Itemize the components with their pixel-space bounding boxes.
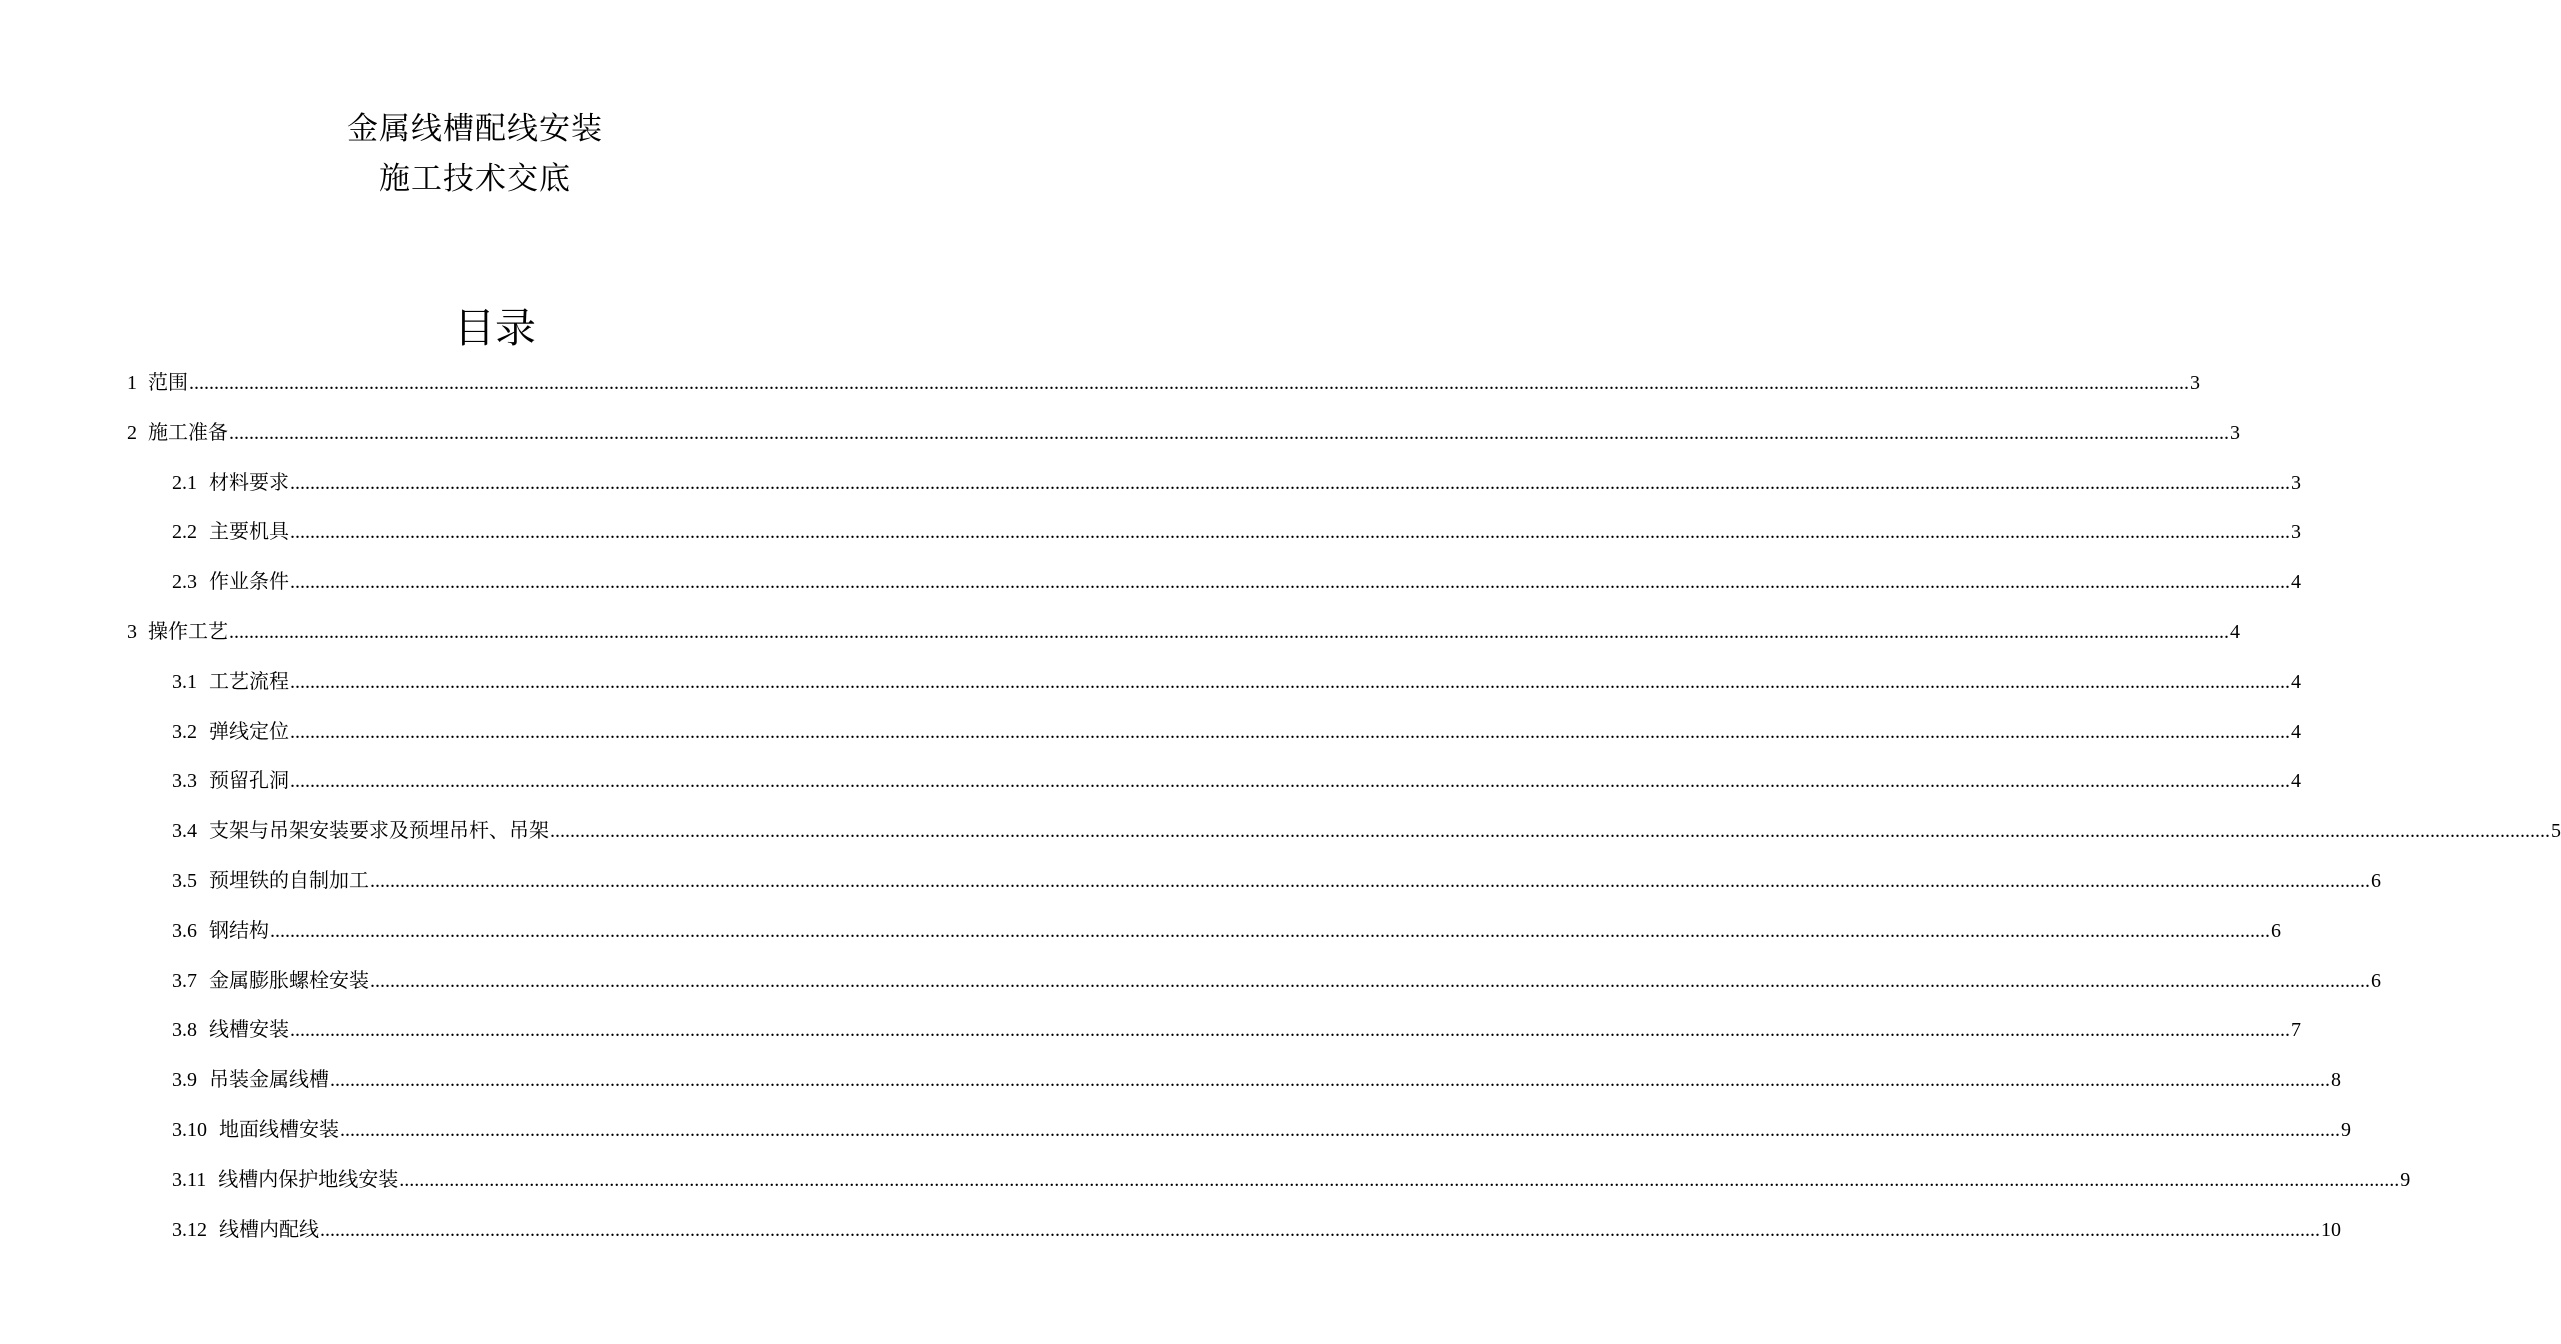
toc-entry-number: 1 — [127, 372, 137, 394]
toc-entry[interactable] — [172, 753, 2301, 793]
document-title-line-1: 金属线槽配线安装 — [347, 111, 603, 147]
toc-entry-page-number: 4 — [2230, 621, 2240, 643]
toc-entry-page-number: 4 — [2291, 571, 2301, 593]
toc-entry-title: 预埋铁的自制加工 — [209, 870, 369, 892]
toc-dot-leader: ................................................................................................................................................................................................................................................................................................................................................................................................................ — [229, 621, 2229, 643]
toc-dot-leader: ................................................................................................................................................................................................................................................................................................................................................................................................................ — [340, 1119, 2340, 1141]
toc-entry[interactable] — [172, 704, 2301, 744]
toc-entry-number: 3.5 — [172, 870, 197, 892]
toc-heading: 目录 — [454, 304, 536, 352]
toc-entry-page-number: 3 — [2291, 472, 2301, 494]
toc-entry-page-number: 6 — [2271, 920, 2281, 942]
toc-entry[interactable] — [172, 1102, 2351, 1142]
document-title — [0, 104, 950, 204]
toc-dot-leader: ................................................................................................................................................................................................................................................................................................................................................................................................................ — [370, 870, 2370, 892]
toc-entry-title: 钢结构 — [209, 920, 269, 942]
toc-entry-number: 3.4 — [172, 820, 197, 842]
toc-entry[interactable] — [172, 1002, 2301, 1042]
toc-entry-title: 主要机具 — [209, 521, 289, 543]
toc-entry-title: 施工准备 — [148, 422, 228, 444]
toc-entry-page-number: 10 — [2321, 1219, 2341, 1241]
toc-entry[interactable] — [172, 504, 2301, 544]
toc-dot-leader: ................................................................................................................................................................................................................................................................................................................................................................................................................ — [290, 472, 2290, 494]
toc-entry-page-number: 3 — [2291, 521, 2301, 543]
toc-entry-title: 线槽内保护地线安装 — [218, 1169, 399, 1191]
toc-entry-number: 3.10 — [172, 1119, 207, 1141]
toc-entry-number: 3.12 — [172, 1219, 207, 1241]
toc-entry-page-number: 4 — [2291, 721, 2301, 743]
toc-dot-leader: ................................................................................................................................................................................................................................................................................................................................................................................................................ — [290, 721, 2290, 743]
toc-entry[interactable] — [172, 803, 2561, 843]
toc-entry-title: 弹线定位 — [209, 721, 289, 743]
toc-dot-leader: ................................................................................................................................................................................................................................................................................................................................................................................................................ — [290, 571, 2290, 593]
toc-dot-leader: ................................................................................................................................................................................................................................................................................................................................................................................................................ — [550, 820, 2550, 842]
toc-entry-page-number: 6 — [2371, 970, 2381, 992]
toc-entry-number: 2.2 — [172, 521, 197, 543]
toc-entry-page-number: 7 — [2291, 1019, 2301, 1041]
toc-entry[interactable] — [172, 853, 2381, 893]
toc-entry[interactable] — [127, 604, 2240, 644]
toc-dot-leader: ................................................................................................................................................................................................................................................................................................................................................................................................................ — [370, 970, 2370, 992]
toc-entry-page-number: 6 — [2371, 870, 2381, 892]
toc-entry-number: 3.8 — [172, 1019, 197, 1041]
toc-entry[interactable] — [172, 1052, 2341, 1092]
toc-entry-page-number: 3 — [2190, 372, 2200, 394]
toc-entry-title: 范围 — [148, 372, 188, 394]
toc-entry[interactable] — [172, 953, 2381, 993]
toc-entry[interactable] — [172, 1152, 2411, 1192]
toc-dot-leader: ................................................................................................................................................................................................................................................................................................................................................................................................................ — [330, 1069, 2330, 1091]
toc-entry-title: 吊装金属线槽 — [209, 1069, 329, 1091]
toc-entry-number: 2 — [127, 422, 137, 444]
toc-entry-title: 线槽安装 — [209, 1019, 289, 1041]
toc-entry[interactable] — [172, 455, 2301, 495]
toc-entry[interactable] — [127, 405, 2240, 445]
toc-entry-title: 作业条件 — [209, 571, 289, 593]
toc-entry-number: 3.1 — [172, 671, 197, 693]
toc-entry-number: 3 — [127, 621, 137, 643]
toc-dot-leader: ................................................................................................................................................................................................................................................................................................................................................................................................................ — [290, 671, 2290, 693]
toc-dot-leader: ................................................................................................................................................................................................................................................................................................................................................................................................................ — [290, 521, 2290, 543]
toc-entry-title: 材料要求 — [209, 472, 289, 494]
toc-entry-title: 支架与吊架安装要求及预埋吊杆、吊架 — [209, 820, 549, 842]
toc-dot-leader: ................................................................................................................................................................................................................................................................................................................................................................................................................ — [189, 372, 2189, 394]
toc-entry-number: 3.6 — [172, 920, 197, 942]
toc-entry-title: 金属膨胀螺栓安装 — [209, 970, 369, 992]
toc-entry-number: 2.3 — [172, 571, 197, 593]
toc-dot-leader: ................................................................................................................................................................................................................................................................................................................................................................................................................ — [399, 1169, 2400, 1191]
toc-entry-number: 3.9 — [172, 1069, 197, 1091]
toc-entry-number: 3.2 — [172, 721, 197, 743]
toc-entry-page-number: 9 — [2341, 1119, 2351, 1141]
toc-entry[interactable] — [127, 355, 2200, 395]
toc-entry-number: 2.1 — [172, 472, 197, 494]
toc-entry-page-number: 9 — [2400, 1169, 2411, 1191]
toc-entry[interactable] — [172, 1202, 2341, 1242]
toc-entry[interactable] — [172, 554, 2301, 594]
toc-dot-leader: ................................................................................................................................................................................................................................................................................................................................................................................................................ — [320, 1219, 2320, 1241]
toc-entry-title: 预留孔洞 — [209, 770, 289, 792]
toc-dot-leader: ................................................................................................................................................................................................................................................................................................................................................................................................................ — [270, 920, 2270, 942]
toc-dot-leader: ................................................................................................................................................................................................................................................................................................................................................................................................................ — [290, 770, 2290, 792]
toc-entry-title: 工艺流程 — [209, 671, 289, 693]
toc-entry-number: 3.11 — [172, 1169, 207, 1191]
toc-entry-page-number: 3 — [2230, 422, 2240, 444]
toc-entry-page-number: 8 — [2331, 1069, 2341, 1091]
toc-entry[interactable] — [172, 654, 2301, 694]
toc-entry[interactable] — [172, 903, 2281, 943]
toc-entry-title: 操作工艺 — [148, 621, 228, 643]
toc-entry-page-number: 5 — [2551, 820, 2561, 842]
toc-entry-title: 线槽内配线 — [219, 1219, 319, 1241]
toc-entry-page-number: 4 — [2291, 770, 2301, 792]
toc-dot-leader: ................................................................................................................................................................................................................................................................................................................................................................................................................ — [290, 1019, 2290, 1041]
document-title-line-2: 施工技术交底 — [379, 161, 571, 197]
toc-entry-title: 地面线槽安装 — [219, 1119, 339, 1141]
toc-entry-page-number: 4 — [2291, 671, 2301, 693]
toc-dot-leader: ................................................................................................................................................................................................................................................................................................................................................................................................................ — [229, 422, 2229, 444]
toc-entry-number: 3.3 — [172, 770, 197, 792]
toc-entry-number: 3.7 — [172, 970, 197, 992]
